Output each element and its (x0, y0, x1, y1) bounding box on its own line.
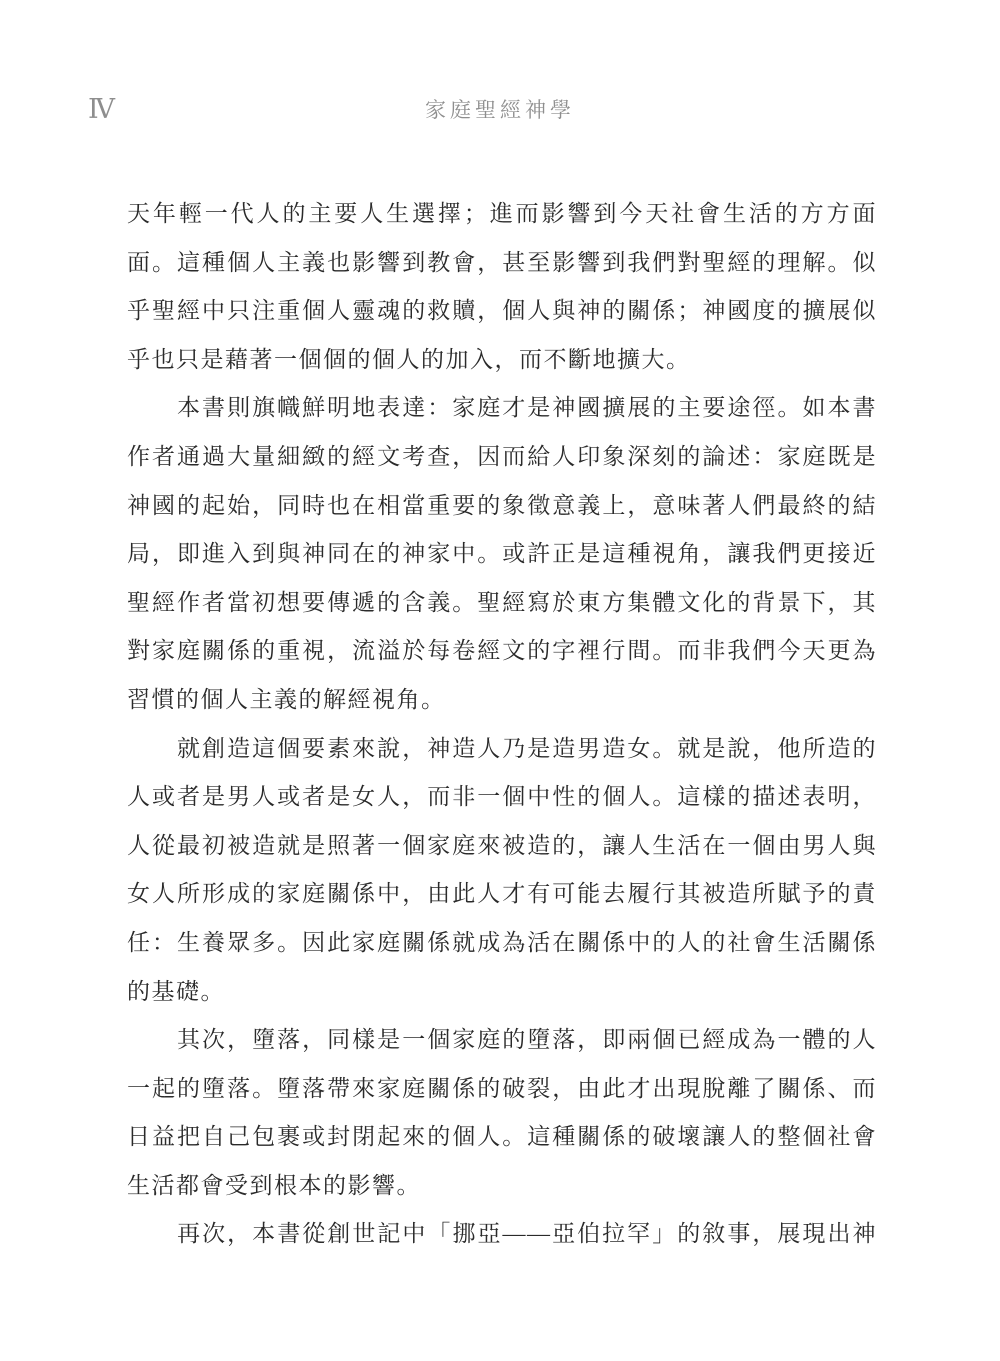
text-line: 生活都會受到根本的影響。 (127, 1172, 421, 1198)
text-line: 女人所形成的家庭關係中，由此人才有可能去履行其被造所賦予的責 (127, 881, 877, 907)
text-line: 聖經作者當初想要傳遞的含義。聖經寫於東方集體文化的背景下，其 (127, 589, 877, 615)
text-line: 就創造這個要素來說，神造人乃是造男造女。就是說，他所造的 (127, 735, 877, 761)
paragraph (127, 1016, 877, 1210)
text-line: 其次，墮落，同樣是一個家庭的墮落，即兩個已經成為一體的人 (127, 1027, 877, 1053)
text-line: 乎聖經中只注重個人靈魂的救贖，個人與神的關係；神國度的擴展似 (127, 298, 877, 324)
page-number: Ⅳ (88, 94, 116, 124)
text-line: 對家庭關係的重視，流溢於每卷經文的字裡行間。而非我們今天更為 (127, 638, 877, 664)
text-line: 本書則旗幟鮮明地表達：家庭才是神國擴展的主要途徑。如本書 (127, 395, 877, 421)
text-line: 局，即進入到與神同在的神家中。或許正是這種視角，讓我們更接近 (127, 541, 877, 567)
text-line: 面。這種個人主義也影響到教會，甚至影響到我們對聖經的理解。似 (127, 249, 877, 275)
text-line: 人或者是男人或者是女人，而非一個中性的個人。這樣的描述表明， (127, 784, 877, 810)
text-line: 天年輕一代人的主要人生選擇；進而影響到今天社會生活的方方面 (127, 201, 877, 226)
text-line: 任：生養眾多。因此家庭關係就成為活在關係中的人的社會生活關係 (127, 929, 877, 955)
text-line: 再次，本書從創世記中「挪亞——亞伯拉罕」的敘事，展現出神 (127, 1221, 877, 1247)
text-line: 日益把自己包裹或封閉起來的個人。這種關係的破壞讓人的整個社會 (127, 1124, 877, 1150)
text-line: 作者通過大量細緻的經文考查，因而給人印象深刻的論述：家庭既是 (127, 443, 877, 469)
text-line: 的基礎。 (127, 978, 225, 1004)
paragraph (127, 384, 877, 724)
paragraph (127, 190, 877, 384)
text-line: 神國的起始，同時也在相當重要的象徵意義上，意味著人們最終的結 (127, 492, 877, 518)
text-line: 乎也只是藉著一個個的個人的加入，而不斷地擴大。 (127, 346, 691, 372)
running-head-title: 家庭聖經神學 (425, 98, 575, 122)
text-line: 一起的墮落。墮落帶來家庭關係的破裂，由此才出現脫離了關係、而 (127, 1075, 877, 1101)
running-header (0, 93, 1000, 125)
body-text (127, 190, 877, 1259)
text-line: 人從最初被造就是照著一個家庭來被造的，讓人生活在一個由男人與 (127, 832, 877, 858)
paragraph (127, 725, 877, 1017)
paragraph (127, 1210, 877, 1259)
text-line: 習慣的個人主義的解經視角。 (127, 686, 446, 712)
